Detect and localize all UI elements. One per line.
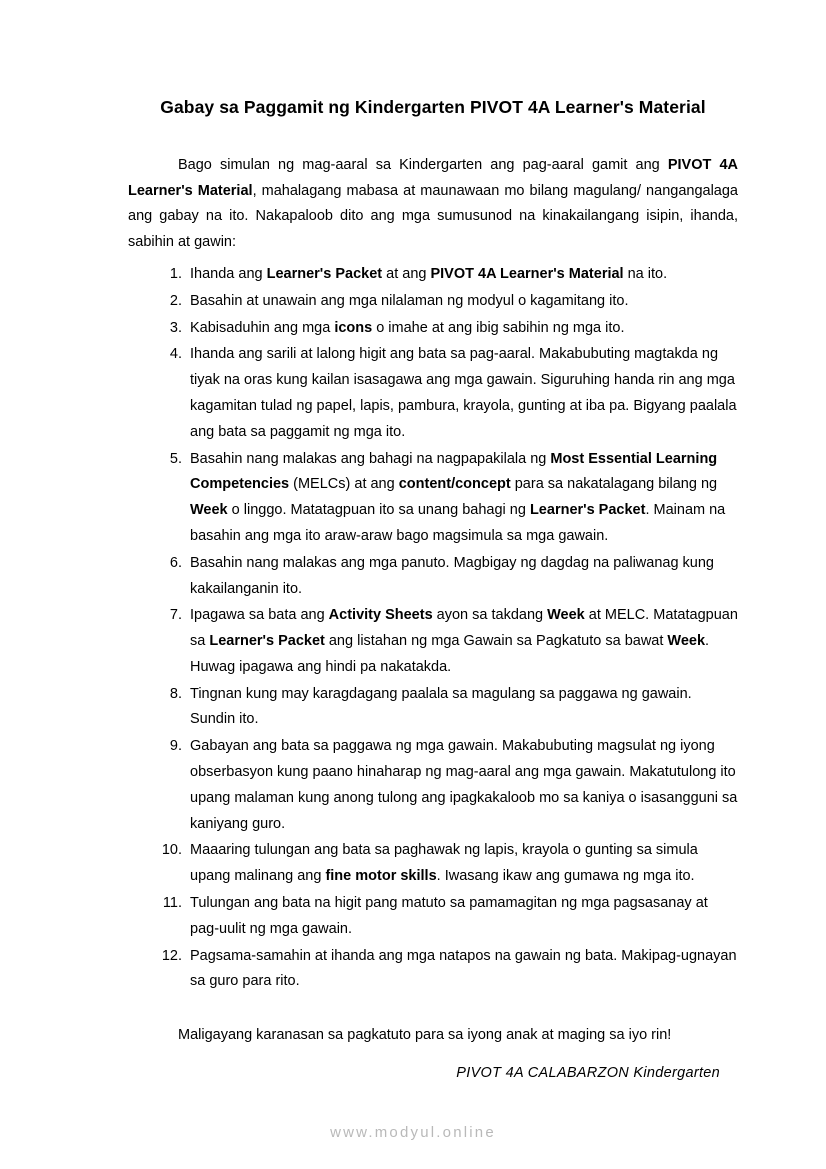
- emphasis-term: Learner's Packet: [209, 633, 325, 650]
- list-item-text: at MELC. Matatagpuan sa: [190, 607, 738, 650]
- emphasis-term: Most Essential Learning Competencies: [190, 450, 718, 493]
- emphasis-term: icons: [334, 319, 373, 336]
- emphasis-term: Learner's Packet: [529, 502, 646, 519]
- list-item-text: . Iwasang ikaw ang gumawa ng mga ito.: [436, 868, 695, 885]
- list-item-text: Ipagawa sa bata ang: [190, 607, 329, 624]
- emphasis-term: content/concept: [398, 476, 511, 493]
- signature-line: PIVOT 4A CALABARZON Kindergarten: [456, 1065, 720, 1082]
- list-item: [186, 944, 738, 996]
- list-item-text: Basahin at unawain ang mga nilalaman ng modyul o kagamitang ito.: [190, 292, 629, 309]
- emphasis-term: Activity Sheets: [328, 607, 433, 624]
- list-item-text: Basahin nang malakas ang bahagi na nagpapakilala ng: [190, 450, 551, 467]
- list-item: [186, 838, 738, 890]
- list-item-text: Gabayan ang bata sa paggawa ng mga gawain. Makabubuting magsulat ng iyong obserbasyon kung paano hinaharap ng mag-aaral ang mga gawain. Makatutulong ito upang malaman kung anong tulong ang ipagkakaloob mo sa kaniya o isasangguni sa kaniyang guro.: [190, 738, 738, 832]
- list-item: [186, 342, 738, 445]
- list-item: [186, 603, 738, 680]
- intro-paragraph: [128, 153, 738, 256]
- emphasis-term: PIVOT 4A Learner's Material: [430, 265, 624, 282]
- list-item-text: Tulungan ang bata na higit pang matuto sa pamamagitan ng mga pagsasanay at pag-uulit ng mga gawain.: [190, 895, 708, 937]
- list-item-text: Tingnan kung may karagdagang paalala sa magulang sa paggawa ng gawain. Sundin ito.: [190, 685, 692, 728]
- list-item: [186, 682, 738, 734]
- list-item-text: Pagsama-samahin at ihanda ang mga natapos na gawain ng bata. Makipag-ugnayan sa guro para rito.: [190, 947, 737, 990]
- intro-text-part1: Bago simulan ng mag-aaral sa Kindergarten ang pag-aaral gamit ang: [178, 156, 668, 173]
- list-item-text: Basahin nang malakas ang mga panuto. Magbigay ng dagdag na paliwanag kung kakailanganin ito.: [190, 554, 714, 597]
- list-item: [186, 289, 738, 315]
- list-item: [186, 734, 738, 837]
- list-item-text: . Huwag ipagawa ang hindi pa nakatakda.: [190, 633, 710, 675]
- list-item-text: Ihanda ang sarili at lalong higit ang bata sa pag-aaral. Makabubuting magtakda ng tiyak na oras kung kailan isasagawa ang mga gawain. Siguruhing handa rin ang mga kagamitan tulad ng papel, lapis, pambura, krayola, gunting at iba pa. Bigyang paalala ang bata sa paggamit ng mga ito.: [190, 346, 737, 440]
- list-item-text: Maaaring tulungan ang bata sa paghawak ng lapis, krayola o gunting sa simula upang malinang ang: [190, 842, 698, 885]
- list-item-text: Kabisaduhin ang mga: [190, 319, 335, 336]
- list-item-text: o imahe at ang ibig sabihin ng mga ito.: [372, 319, 625, 336]
- intro-bold-term: PIVOT 4A Learner's Material: [128, 156, 738, 199]
- list-item-text: o linggo. Matatagpuan ito sa unang bahagi ng: [227, 502, 530, 519]
- closing-line: Maligayang karanasan sa pagkatuto para sa iyong anak at maging sa iyo rin!: [178, 1027, 672, 1044]
- emphasis-term: fine motor skills: [325, 868, 437, 885]
- emphasis-term: Week: [547, 607, 585, 624]
- watermark: www.modyul.online: [330, 1124, 496, 1141]
- list-item-text: Ihanda ang: [190, 265, 267, 282]
- list-item-text: at ang: [382, 265, 431, 282]
- instruction-list: [128, 262, 738, 995]
- list-item-text: (MELCs) at ang: [289, 476, 399, 493]
- emphasis-term: Week: [190, 502, 228, 519]
- list-item-text: ang listahan ng mga Gawain sa Pagkatuto sa bawat: [324, 633, 668, 650]
- list-item: [186, 551, 738, 603]
- list-item: [186, 447, 738, 550]
- emphasis-term: Learner's Packet: [266, 265, 383, 282]
- list-item: [186, 316, 738, 342]
- list-item-text: . Mainam na basahin ang mga ito araw-araw bago magsimula sa mga gawain.: [190, 502, 726, 544]
- emphasis-term: Week: [667, 633, 706, 650]
- list-item-text: na ito.: [623, 265, 668, 282]
- list-item: [186, 891, 738, 943]
- intro-text-part2: , mahalagang mabasa at maunawaan mo bilang magulang/ nangangalaga ang gabay na ito. Nakapaloob dito ang mga sumusunod na kinakailangang isipin, ihanda, sabihin at gawin:: [128, 182, 738, 251]
- page-title: Gabay sa Paggamit ng Kindergarten PIVOT 4A Learner's Material: [160, 97, 706, 117]
- list-item: [186, 262, 738, 288]
- list-item-text: para sa nakatalagang bilang ng: [510, 476, 718, 493]
- list-item-text: ayon sa takdang: [432, 607, 548, 624]
